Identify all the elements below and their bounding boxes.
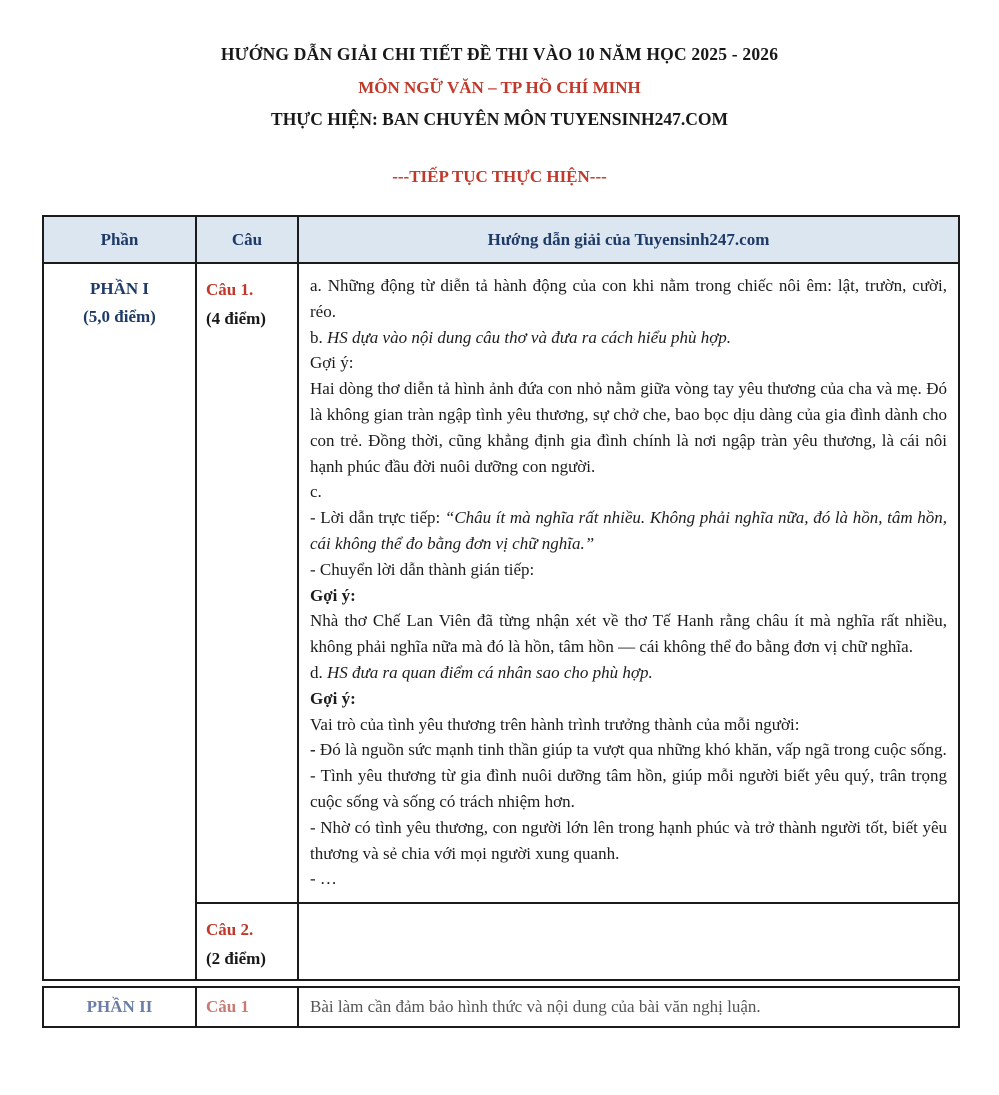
answer-text-segment: HS đưa ra quan điểm cá nhân sao cho phù hợp.	[327, 662, 653, 682]
answer-paragraph	[310, 660, 947, 686]
question-cell-next: Câu 1	[196, 987, 298, 1027]
answer-text-segment: b.	[310, 327, 327, 347]
author-title: THỰC HIỆN: BAN CHUYÊN MÔN TUYENSINH247.COM	[271, 109, 728, 129]
answer-text-segment: Nhà thơ Chế Lan Viên đã từng nhận xét về thơ Tế Hanh rằng châu ít mà nghĩa rất nhiều, không phải nghĩa nữa mà đó là hồn, tâm hồn — cái không thể đo bằng đơn vị chữ nghĩa.	[310, 611, 947, 657]
column-header-phan: Phần	[43, 216, 196, 263]
column-header-guide: Hướng dẫn giải của Tuyensinh247.com	[298, 216, 959, 263]
main-title: HƯỚNG DẪN GIẢI CHI TIẾT ĐỀ THI VÀO 10 NĂM HỌC 2025 - 2026	[220, 44, 779, 64]
answer-table-wrap	[42, 215, 958, 1028]
answer-text-segment: d.	[310, 662, 327, 682]
question-points: (4 điểm)	[206, 309, 266, 328]
answer-paragraph	[310, 608, 947, 660]
column-header-cau: Câu	[196, 216, 298, 263]
answer-text-segment: c.	[310, 482, 322, 502]
answer-paragraph	[310, 273, 947, 325]
answer-cell-cau1	[298, 263, 959, 903]
section-cell-phan1	[43, 263, 196, 980]
question-label: Câu 2.	[206, 920, 254, 940]
answer-text-segment: Hai dòng thơ diễn tả hình ảnh đứa con nhỏ nằm giữa vòng tay yêu thương của cha và mẹ. Đó là không gian tràn ngập tình yêu thương, sự chở che, bao bọc dịu dàng của gia đình dành cho con trẻ. Đồng thời, cũng khẳng định gia đình chính là nơi ngập tràn yêu thương, là cái nôi hạnh phúc đầu đời nuôi dưỡng con người.	[310, 379, 947, 476]
answer-text-segment: Gợi ý:	[310, 688, 356, 708]
answer-cell-next: Bài làm cần đảm bảo hình thức và nội dung của bài văn nghị luận.	[298, 987, 959, 1027]
answer-table	[42, 215, 960, 981]
answer-text-segment: Gợi ý:	[310, 585, 356, 605]
answer-text-segment: - Tình yêu thương từ gia đình nuôi dưỡng tâm hồn, giúp mỗi người biết yêu quý, trân trọng cuộc sống và sống có trách nhiệm hơn.	[310, 766, 947, 811]
section-name: PHẦN I	[89, 279, 150, 298]
subject-title: MÔN NGỮ VĂN – TP HỒ CHÍ MINH	[358, 78, 641, 97]
answer-text-segment: Đó là nguồn sức mạnh tinh thần giúp ta vượt qua những khó khăn, vấp ngã trong cuộc sống.	[319, 740, 947, 760]
answer-paragraph	[310, 325, 947, 351]
answer-text-segment: Vai trò của tình yêu thương trên hành trình trưởng thành của mỗi người:	[310, 714, 800, 734]
answer-paragraph	[310, 737, 947, 763]
question-points: (2 điểm)	[206, 949, 266, 969]
answer-paragraph	[310, 815, 947, 867]
answer-paragraph	[310, 686, 947, 712]
answer-paragraph	[310, 479, 947, 505]
answer-text-segment: Gợi ý:	[310, 353, 354, 373]
answer-cell-cau2	[298, 903, 959, 980]
answer-table-continuation	[42, 986, 960, 1028]
answer-text-segment: - Lời dẫn trực tiếp:	[310, 508, 445, 528]
answer-text-segment: -	[310, 740, 320, 760]
section-cell-phan2: PHẦN II	[43, 987, 196, 1027]
answer-paragraph	[310, 557, 947, 583]
table-row-cau1	[43, 263, 959, 903]
answer-paragraph	[310, 583, 947, 609]
answer-text-segment: - …	[310, 869, 337, 889]
answer-paragraph	[310, 763, 947, 815]
section-points: (5,0 điểm)	[83, 307, 156, 326]
answer-text-segment: - Nhờ có tình yêu thương, con người lớn lên trong hạnh phúc và trở thành người tốt, biết yêu thương và sẻ chia với mọi người xung quanh.	[310, 817, 947, 863]
answer-text-segment: HS dựa vào nội dung câu thơ và đưa ra cách hiểu phù hợp.	[327, 327, 732, 347]
answer-text-segment: - Chuyển lời dẫn thành gián tiếp:	[310, 559, 535, 579]
answer-text-segment: a. Những động từ diễn tả hành động của con khi nằm trong chiếc nôi êm: lật, trườn, cười, réo.	[310, 276, 947, 321]
table-header-row	[43, 216, 959, 263]
question-cell-cau2	[196, 903, 298, 980]
answer-paragraph	[310, 505, 947, 557]
document-header	[0, 0, 999, 187]
answer-text-segment: “Châu ít mà nghĩa rất nhiều. Không phải nghĩa nữa, đó là hồn, tâm hồn, cái không thể đo bằng đơn vị chữ nghĩa.”	[310, 508, 947, 553]
question-cell-cau1	[196, 263, 298, 903]
question-label: Câu 1.	[206, 280, 254, 299]
table-row-phan2-clipped	[43, 987, 959, 1027]
answer-paragraph	[310, 866, 947, 892]
answer-paragraph	[310, 376, 947, 479]
continuation-banner: ---TIẾP TỤC THỰC HIỆN---	[392, 167, 607, 186]
answer-paragraph	[310, 350, 947, 376]
answer-paragraph	[310, 712, 947, 738]
